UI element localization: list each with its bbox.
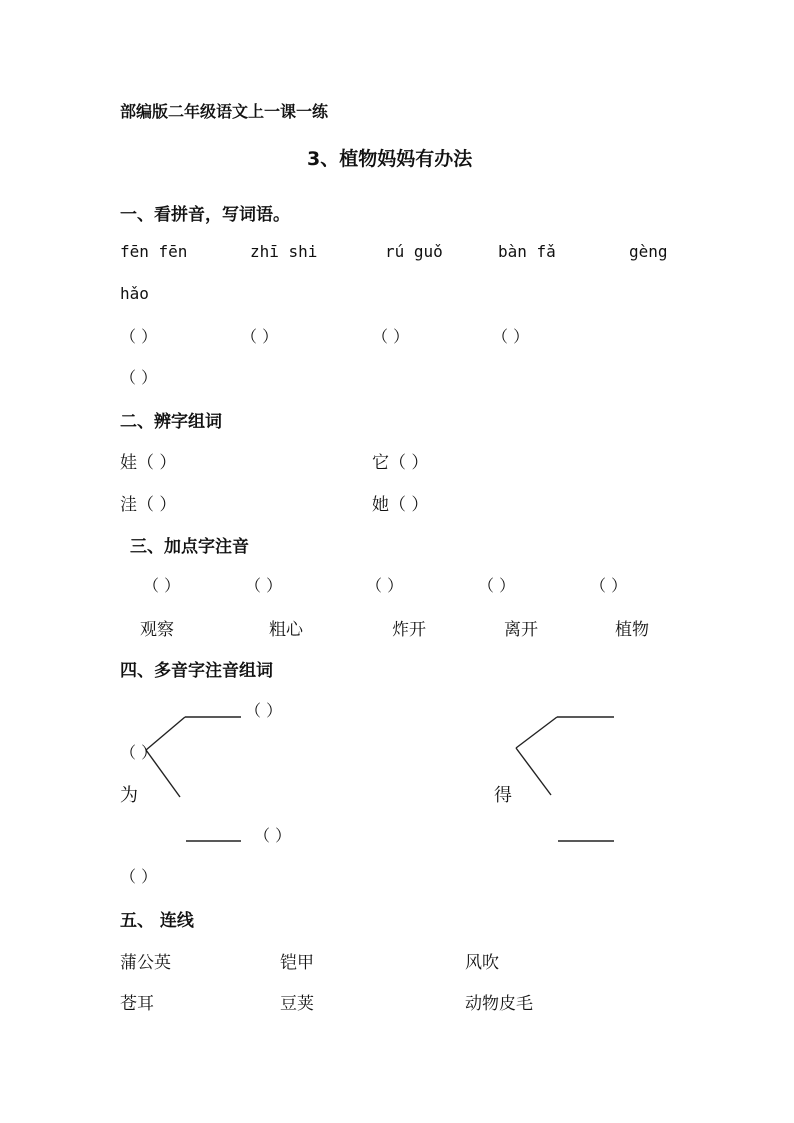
- pinyin-blank-4[interactable]: （ ）: [478, 576, 516, 595]
- pinyin-2: zhī shi: [250, 242, 318, 261]
- answer-blank-3[interactable]: （ ）: [372, 327, 410, 346]
- pinyin-3: rú guǒ: [385, 242, 443, 261]
- word-1: 观察: [140, 620, 174, 640]
- page-title: 3、植物妈妈有办法: [307, 148, 473, 170]
- word-group-wa[interactable]: 娃（ ）: [120, 453, 177, 473]
- word-group-ta-it[interactable]: 它（ ）: [372, 453, 429, 473]
- pinyin-blank-2[interactable]: （ ）: [245, 576, 283, 595]
- pinyin-4: bàn fǎ: [498, 242, 556, 261]
- pinyin-5-cont: hǎo: [120, 284, 149, 303]
- section-5-heading: 五、 连线: [120, 911, 194, 931]
- polyphone-blank-3[interactable]: （ ）: [254, 826, 292, 845]
- word-3: 炸开: [392, 620, 426, 640]
- polyphone-blank-4[interactable]: （ ）: [120, 867, 158, 886]
- word-group-ta-she[interactable]: 她（ ）: [372, 495, 429, 515]
- match-middle-1[interactable]: 铠甲: [280, 953, 314, 973]
- pinyin-blank-1[interactable]: （ ）: [143, 576, 181, 595]
- pinyin-blank-5[interactable]: （ ）: [590, 576, 628, 595]
- polyphone-char-wei: 为: [120, 785, 138, 806]
- polyphone-char-de: 得: [494, 785, 512, 806]
- match-left-2[interactable]: 苍耳: [120, 994, 154, 1014]
- answer-blank-2[interactable]: （ ）: [241, 327, 279, 346]
- section-4-heading: 四、多音字注音组词: [120, 661, 273, 681]
- section-2-heading: 二、辨字组词: [120, 412, 222, 432]
- match-right-2[interactable]: 动物皮毛: [465, 994, 533, 1014]
- section-3-heading: 三、加点字注音: [130, 537, 249, 557]
- document-header: 部编版二年级语文上一课一练: [120, 102, 329, 121]
- answer-blank-4[interactable]: （ ）: [492, 327, 530, 346]
- word-2: 粗心: [269, 620, 303, 640]
- word-group-wa2[interactable]: 洼（ ）: [120, 495, 177, 515]
- pinyin-1: fēn fēn: [120, 242, 188, 261]
- polyphone-blank-2[interactable]: （ ）: [120, 743, 158, 762]
- answer-blank-1[interactable]: （ ）: [120, 327, 158, 346]
- match-right-1[interactable]: 风吹: [465, 953, 499, 973]
- polyphone-blank-1[interactable]: （ ）: [245, 701, 283, 720]
- pinyin-5: gèng: [629, 242, 668, 261]
- word-4: 离开: [504, 620, 538, 640]
- match-left-1[interactable]: 蒲公英: [120, 953, 171, 973]
- section-1-heading: 一、看拼音，写词语。: [120, 205, 290, 225]
- pinyin-blank-3[interactable]: （ ）: [366, 576, 404, 595]
- word-5: 植物: [615, 620, 649, 640]
- match-middle-2[interactable]: 豆荚: [280, 994, 314, 1014]
- answer-blank-5[interactable]: （ ）: [120, 368, 158, 387]
